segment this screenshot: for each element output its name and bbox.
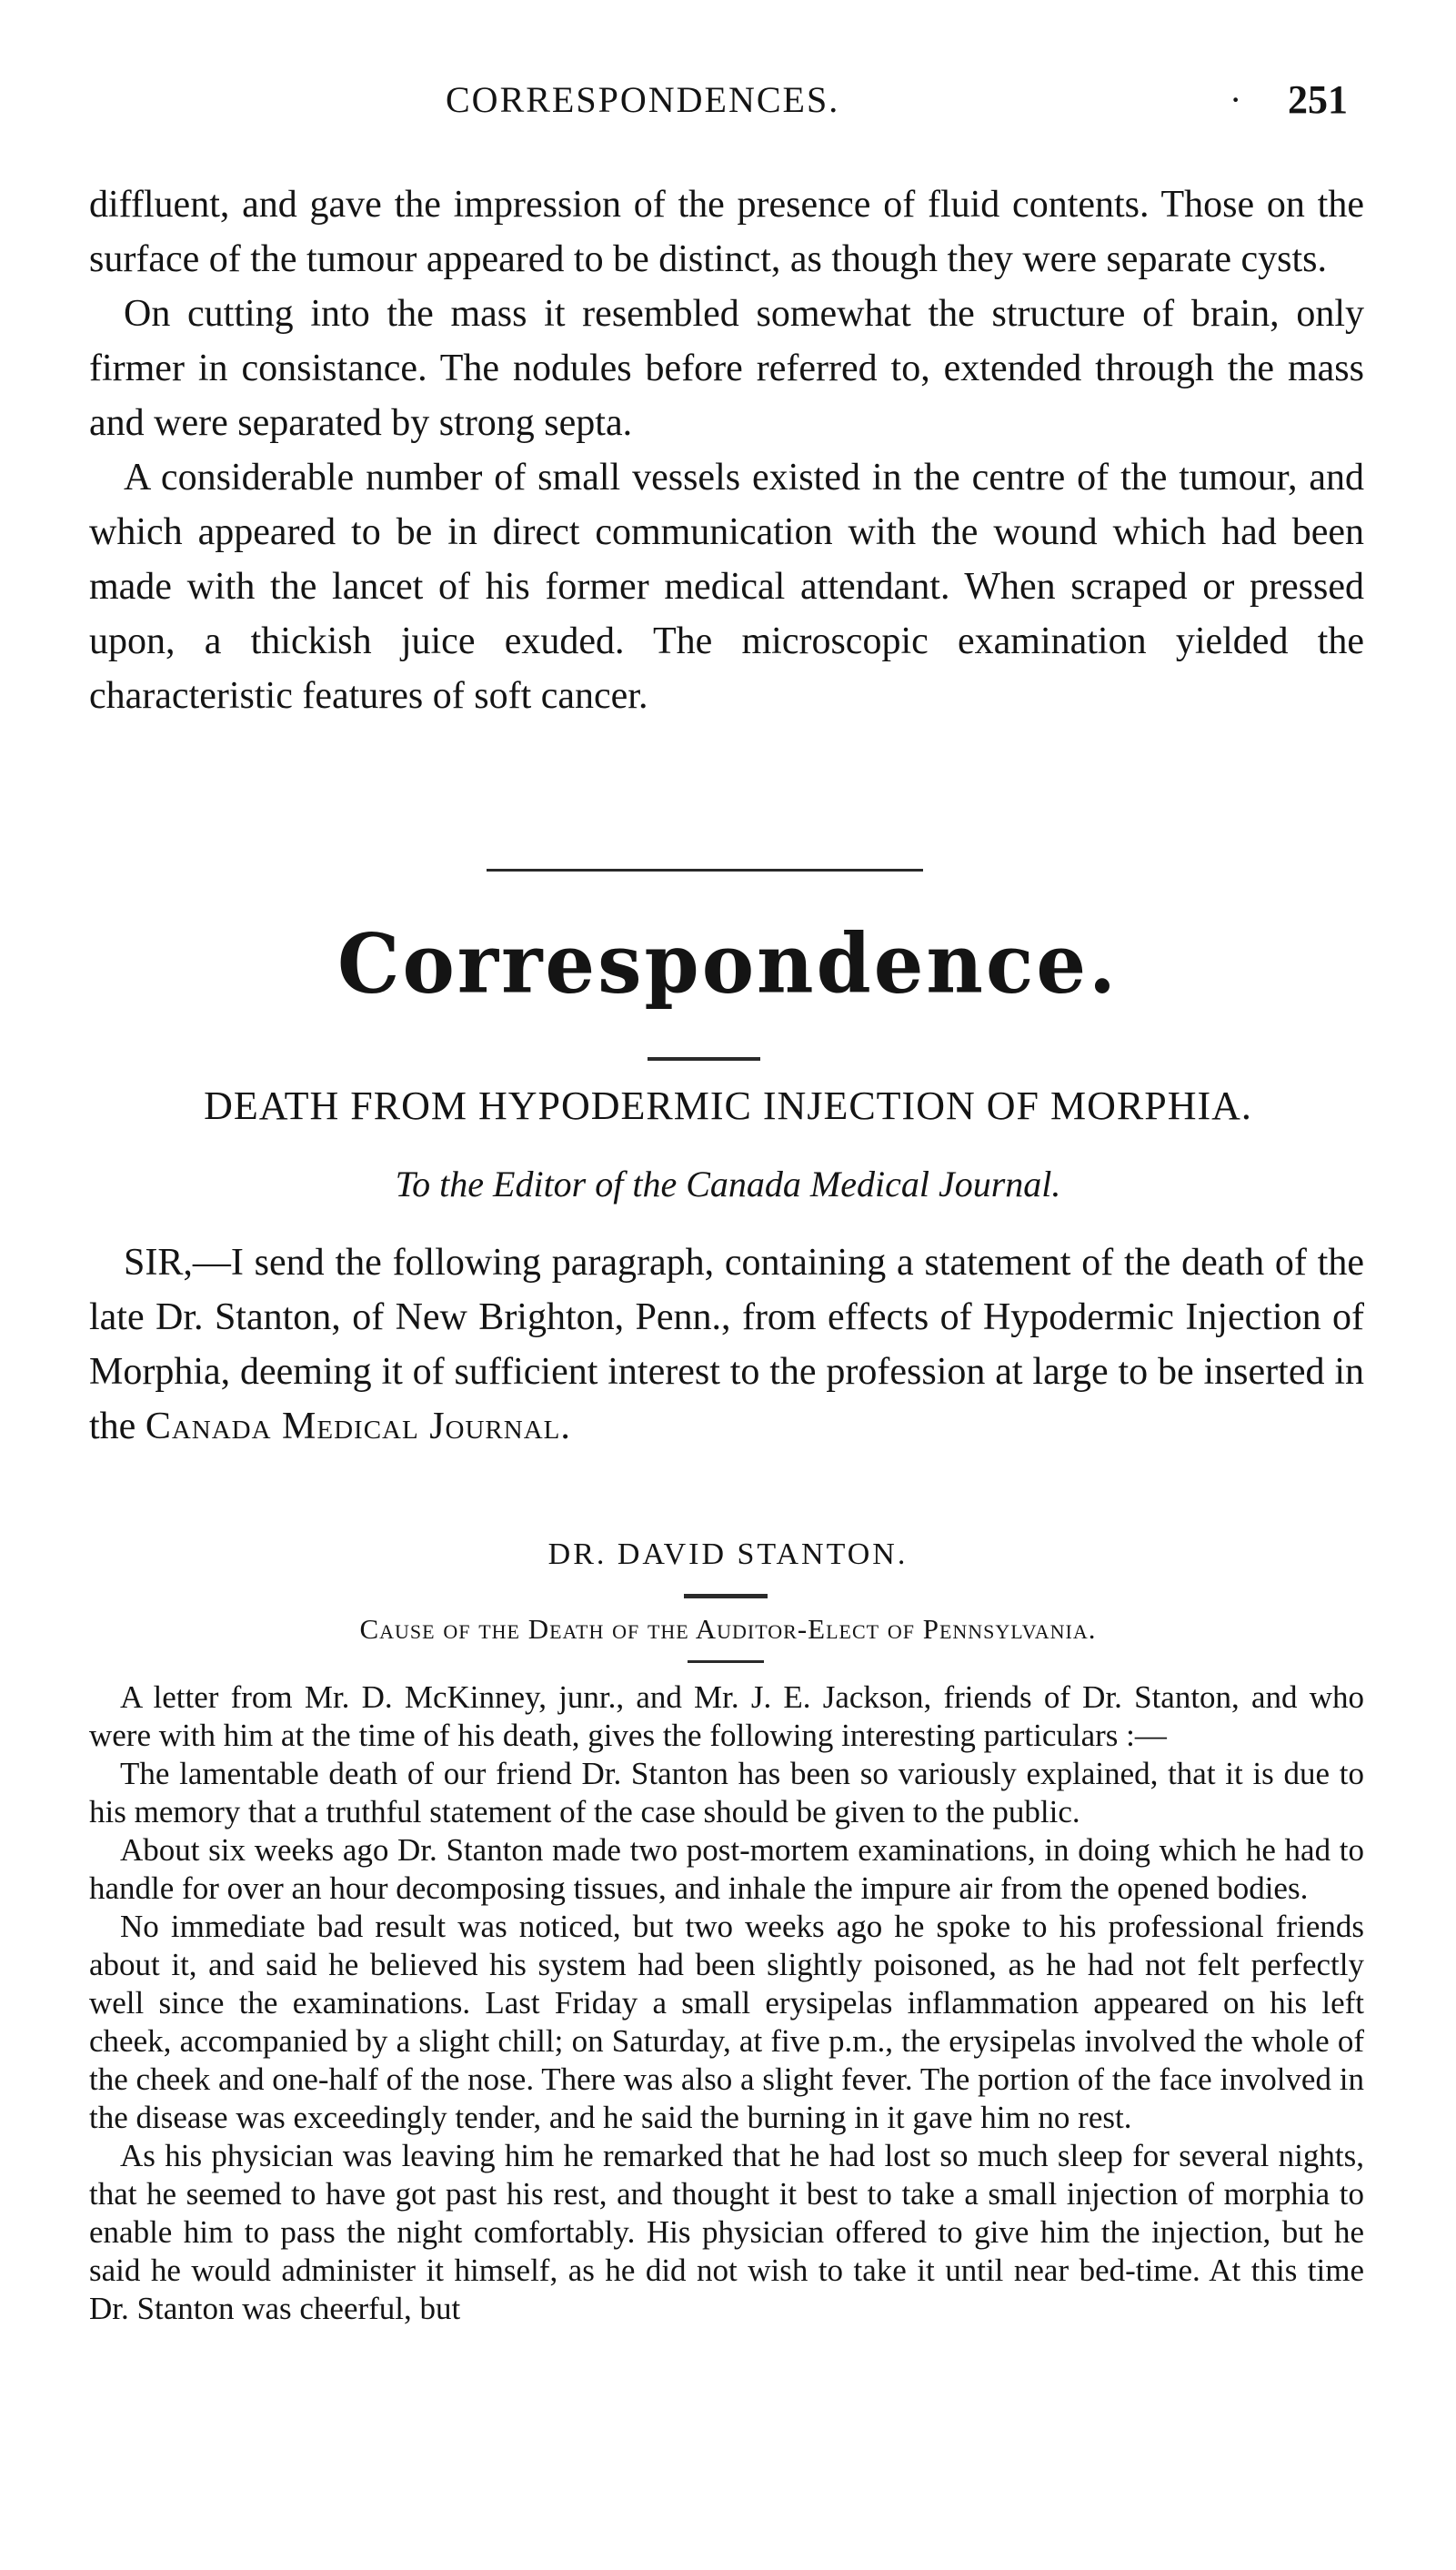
subheading-rule bbox=[688, 1660, 764, 1663]
article-headline: DEATH FROM HYPODERMIC INJECTION OF MORPHIA. bbox=[204, 1083, 1252, 1128]
section-masthead: Correspondence. bbox=[337, 915, 1119, 1013]
continuation-paragraph: A considerable number of small vessels existed in the centre of the tumour, and which appeared to be in direct communication with the wound which had been made with the lancet of his former medical attendant. When scraped or pressed upon, a thickish juice exuded. The microscopic examination yielded the characteristic features of soft cancer. bbox=[89, 457, 1364, 717]
journal-name: Canada Medical Journal. bbox=[145, 1406, 571, 1447]
running-head-separator: · bbox=[1230, 79, 1242, 120]
letter-body: SIR,—I send the following paragraph, containing a statement of the death of the late Dr. Stanton, of New Brighton, Penn., from effects of Hypodermic Injection of Morphia, deeming it of sufficient interest to the profession at large to be inserted in the bbox=[89, 1242, 1364, 1447]
continuation-paragraph: diffluent, and gave the impression of the presence of fluid contents. Those on the surface of the tumour appeared to be distinct, as though they were separate cysts. bbox=[89, 184, 1364, 280]
letter-text bbox=[89, 1235, 1364, 1454]
quoted-paragraph: About six weeks ago Dr. Stanton made two post-mortem examinations, in doing which he had to handle for over an hour decomposing tissues, and inhale the impure air from the opened bodies. bbox=[89, 1832, 1364, 1906]
quoted-paragraph: As his physician was leaving him he remarked that he had lost so much sleep for several nights, that he seemed to have got past his rest, and thought it best to take a small injection of morphia to enable him to pass the night comfortably. His physician offered to give him the injection, but he said he would administer it himself, as he did not wish to take it until near bed-time. At this time Dr. Stanton was cheerful, but bbox=[89, 2138, 1364, 2326]
heading-rule bbox=[684, 1594, 768, 1598]
quoted-paragraph: A letter from Mr. D. McKinney, junr., and Mr. J. E. Jackson, friends of Dr. Stanton, and who were with him at the time of his death, gives the following interesting particulars :— bbox=[89, 1679, 1364, 1753]
letter-paragraph bbox=[89, 1235, 1364, 1454]
continuation-text bbox=[89, 177, 1364, 723]
quoted-paragraph: The lamentable death of our friend Dr. Stanton has been so variously explained, that it is due to his memory that a truthful statement of the case should be given to the public. bbox=[89, 1756, 1364, 1829]
quoted-item-subheading: Cause of the Death of the Auditor-Elect of Pennsylvania. bbox=[359, 1613, 1097, 1645]
quoted-paragraph: No immediate bad result was noticed, but two weeks ago he spoke to his professional friends about it, and said he believed his system had been slightly poisoned, as he had not felt perfectly well since the examinations. Last Friday a small erysipelas inflammation appeared on his left cheek, accompanied by a slight chill; on Saturday, at five p.m., the erysipelas involved the whole of the cheek and one-half of the nose. There was also a slight fever. The portion of the face involved in the disease was exceedingly tender, and he said the burning in it gave him no rest. bbox=[89, 1909, 1364, 2135]
section-divider-rule bbox=[487, 869, 923, 872]
running-head bbox=[0, 73, 1456, 127]
quoted-item-heading: DR. DAVID STANTON. bbox=[547, 1537, 909, 1571]
page-number: 251 bbox=[1288, 77, 1348, 122]
masthead-underline-rule bbox=[648, 1057, 760, 1061]
quoted-item-text bbox=[89, 1678, 1364, 2328]
continuation-paragraph: On cutting into the mass it resembled somewhat the structure of brain, only firmer in consistance. The nodules before referred to, extended through the mass and were separated by strong septa. bbox=[89, 293, 1364, 444]
letter-addressee: To the Editor of the Canada Medical Journal. bbox=[395, 1164, 1061, 1204]
running-head-title: CORRESPONDENCES. bbox=[446, 79, 840, 120]
